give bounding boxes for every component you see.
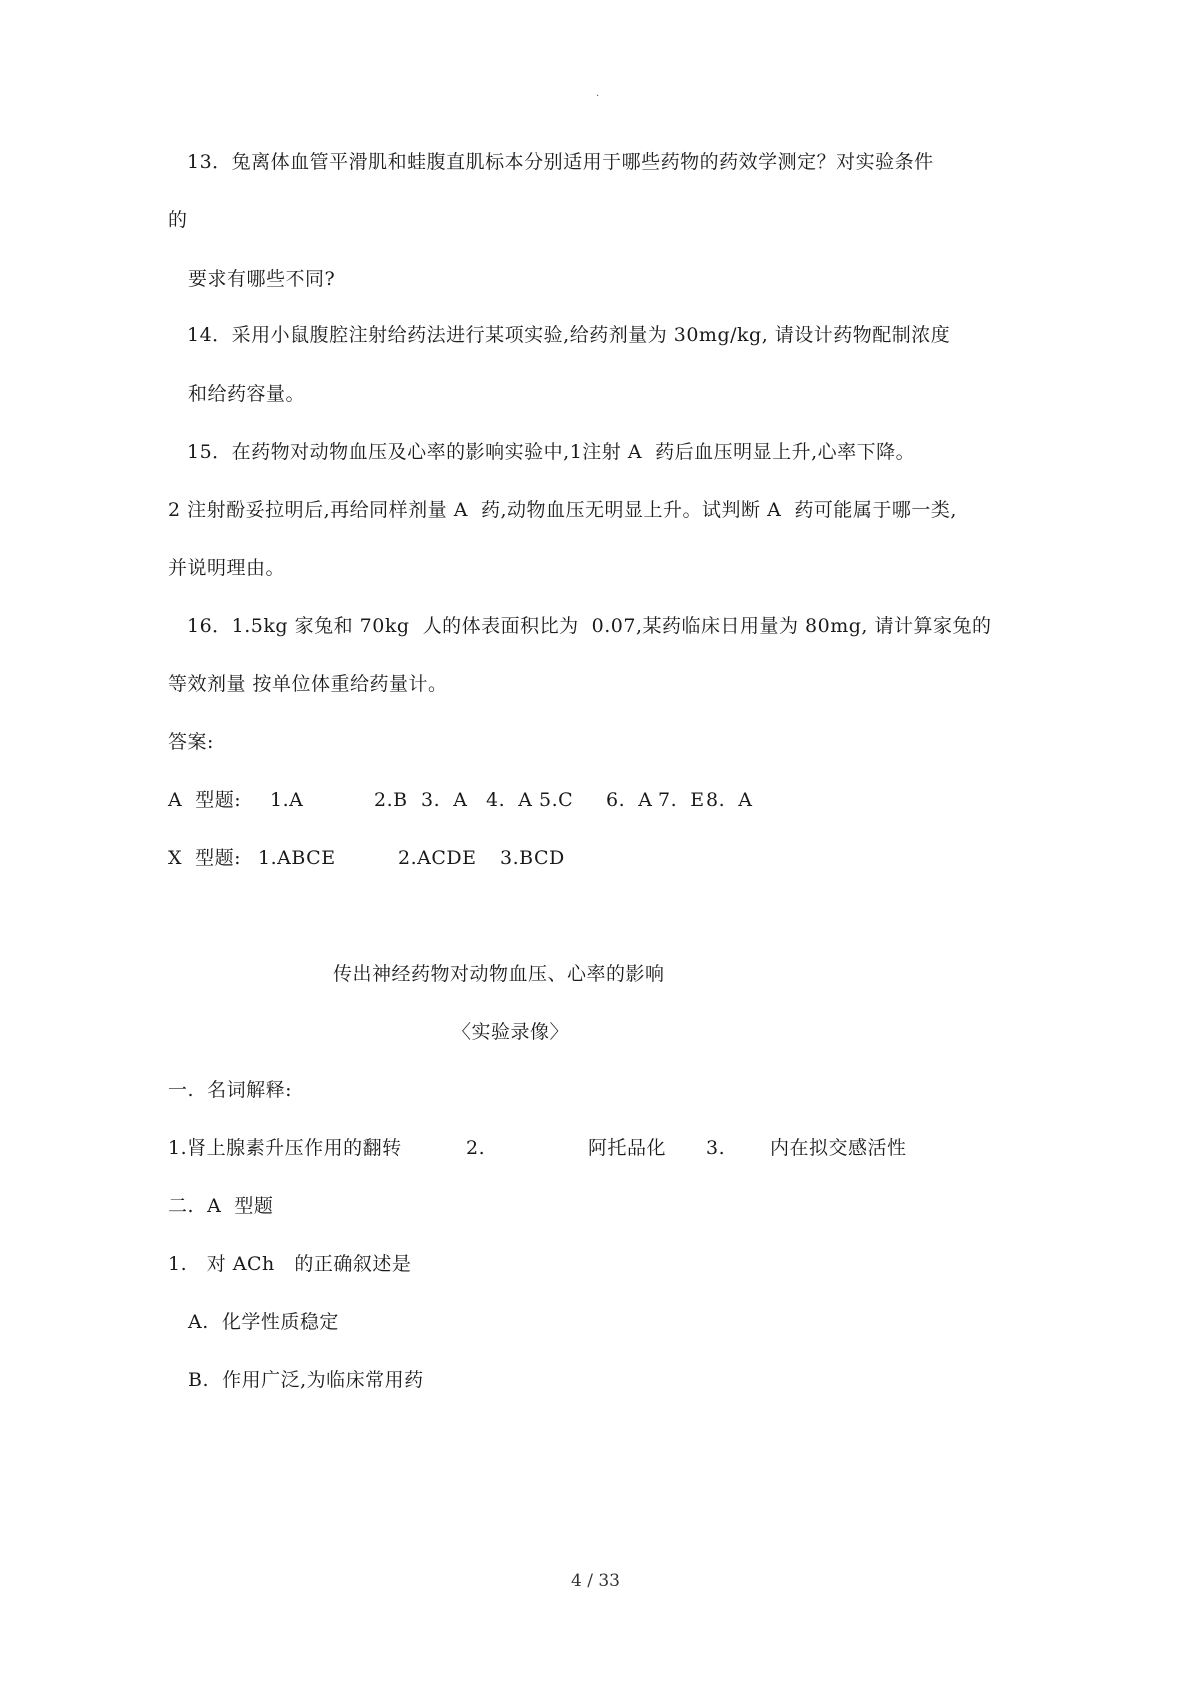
header-mark: ·: [596, 91, 600, 102]
question-14-line-2: 和给药容量。: [188, 383, 306, 405]
term-3: 内在拟交感活性: [770, 1137, 907, 1159]
x-answer-3: 3.BCD: [500, 847, 565, 869]
a-answer-8: 8. A: [706, 789, 753, 811]
a-answer-5: 5.C: [539, 789, 574, 811]
question-15-line-1: 15．在药物对动物血压及心率的影响实验中,1注射 A 药后血压明显上升,心率下降。: [187, 441, 916, 463]
a-answer-3: 3. A: [421, 789, 468, 811]
page-number: 4 / 33: [571, 1571, 620, 1591]
question-1-option-b: B. 作用广泛,为临床常用药: [188, 1369, 424, 1391]
question-16-line-1: 16．1.5kg 家兔和 70kg 人的体表面积比为 0.07,某药临床日用量为 80mg, 请计算家兔的: [187, 615, 992, 637]
a-answer-4: 4. A: [486, 789, 533, 811]
question-1-option-a: A. 化学性质稳定: [188, 1311, 339, 1333]
x-type-label: X 型题:: [168, 847, 242, 869]
term-1: 1.肾上腺素升压作用的翻转: [168, 1137, 402, 1159]
part-1-heading: 一. 名词解释:: [168, 1079, 293, 1101]
x-answer-2: 2.ACDE: [398, 847, 477, 869]
question-1: 1. 对 ACh 的正确叙述是: [168, 1253, 412, 1275]
term-2: 阿托品化: [588, 1137, 667, 1159]
term-2-number: 2.: [466, 1137, 486, 1159]
part-2-heading: 二. A 型题: [168, 1195, 274, 1217]
section-subtitle: 〈实验录像〉: [452, 1021, 570, 1043]
question-15-line-2: 2 注射酚妥拉明后,再给同样剂量 A 药,动物血压无明显上升。试判断 A 药可能属于哪一类,: [168, 499, 957, 521]
question-14-line-1: 14．采用小鼠腹腔注射给药法进行某项实验,给药剂量为 30mg/kg, 请设计药物配制浓度: [187, 324, 951, 346]
question-13-line-1: 13．兔离体血管平滑肌和蛙腹直肌标本分别适用于哪些药物的药效学测定？对实验条件: [187, 151, 934, 173]
question-13-line-3: 要求有哪些不同?: [188, 268, 336, 290]
a-answer-6: 6. A: [606, 789, 653, 811]
a-answer-1: 1.A: [270, 789, 304, 811]
a-answer-2: 2.B: [374, 789, 408, 811]
a-answer-7: 7. E: [658, 789, 705, 811]
question-13-line-2: 的: [168, 209, 188, 231]
section-title: 传出神经药物对动物血压、心率的影响: [333, 963, 665, 985]
question-16-line-2: 等效剂量 按单位体重给药量计。: [168, 673, 448, 695]
question-15-line-3: 并说明理由。: [168, 557, 286, 579]
a-type-label: A 型题:: [168, 789, 242, 811]
term-3-number: 3.: [706, 1137, 726, 1159]
answers-heading: 答案:: [168, 731, 214, 753]
x-answer-1: 1.ABCE: [258, 847, 336, 869]
